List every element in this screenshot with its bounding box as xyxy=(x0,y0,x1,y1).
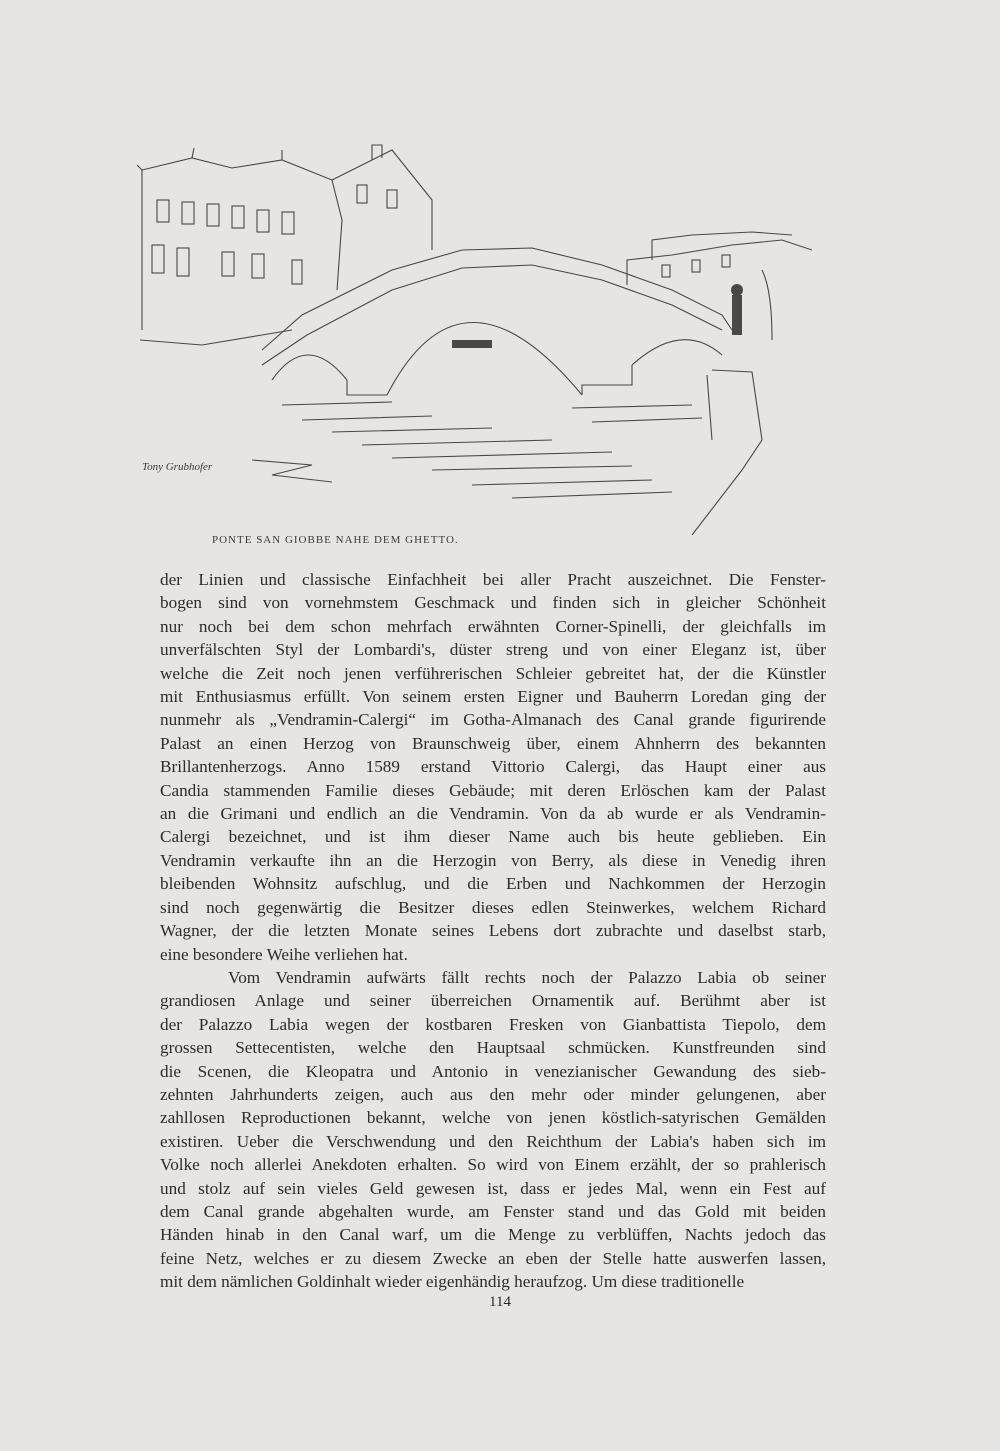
text-line: Händen hinab in den Canal warf, um die Menge zu verblüffen, Nachts jedoch das xyxy=(160,1225,826,1245)
text-line: mit dem nämlichen Goldinhalt wieder eigenhändig heraufzog. Um diese traditionelle xyxy=(160,1272,745,1292)
text-line: sind noch gegenwärtig die Besitzer dieses edlen Steinwerkes, welchem Richard xyxy=(160,897,826,917)
text-line: zehnten Jahrhunderts zeigen, auch aus den mehr oder minder gelungenen, aber xyxy=(160,1084,826,1104)
text-line: und stolz auf sein vieles Geld gewesen ist, dass er jedes Mal, wenn ein Fest auf xyxy=(160,1178,826,1198)
text-line: Volke noch allerlei Anekdoten erhalten. So wird von Einem erzählt, der so prahlerisch xyxy=(160,1155,826,1175)
bridge-illustration xyxy=(132,140,822,535)
text-line: Calergi bezeichnet, und ist ihm dieser Name auch bis heute geblieben. Ein xyxy=(160,827,826,847)
text-line: welche die Zeit noch jenen verführerischen Schleier gebreitet hat, der die Künstler xyxy=(160,663,826,683)
text-line: dem Canal grande abgehalten wurde, am Fenster stand und das Gold mit beiden xyxy=(160,1201,826,1221)
text-line: der Linien und classische Einfachheit bei aller Pracht auszeichnet. Die Fenster- xyxy=(160,570,826,589)
text-line: mit Enthusiasmus erfüllt. Von seinem ersten Eigner und Bauherrn Loredan ging der xyxy=(160,687,826,707)
artist-signature: Tony Grubhofer xyxy=(142,461,213,473)
figure-caption: PONTE SAN GIOBBE NAHE DEM GHETTO. xyxy=(212,534,459,546)
ponte-san-giobbe-drawing xyxy=(132,140,822,535)
text-line: grossen Settecentisten, welche den Hauptsaal schmücken. Kunstfreunden sind xyxy=(160,1038,826,1058)
text-line: grandiosen Anlage und seiner überreichen Ornamentik auf. Berühmt aber ist xyxy=(160,991,826,1011)
text-line: feine Netz, welches er zu diesem Zwecke an eben der Stelle hatte auswerfen lassen, xyxy=(160,1248,826,1268)
text-line: Wagner, der die letzten Monate seines Lebens dort zubrachte und daselbst starb, xyxy=(160,921,826,941)
text-line: Palast an einen Herzog von Braunschweig über, einem Ahnherrn des bekannten xyxy=(160,733,826,753)
text-line: die Scenen, die Kleopatra und Antonio in venezianischer Gewandung des sieb- xyxy=(160,1061,826,1081)
page-number: 114 xyxy=(489,1294,511,1310)
text-line: der Palazzo Labia wegen der kostbaren Fresken von Gianbattista Tiepolo, dem xyxy=(160,1014,826,1034)
body-text xyxy=(160,568,826,1294)
text-line: eine besondere Weihe verliehen hat. xyxy=(160,944,408,964)
text-line: nur noch bei dem schon mehrfach erwähnten Corner-Spinelli, der gleichfalls im xyxy=(160,616,826,636)
text-line: Vom Vendramin aufwärts fällt rechts noch der Palazzo Labia ob seiner xyxy=(228,967,826,987)
text-line: zahllosen Reproductionen bekannt, welche von jenen köstlich-satyrischen Gemälden xyxy=(160,1108,826,1128)
text-line: bogen sind von vornehmstem Geschmack und finden sich in gleicher Schönheit xyxy=(160,593,826,613)
text-line: bleibenden Wohnsitz aufschlug, und die Erben und Nachkommen der Herzogin xyxy=(160,874,826,894)
text-line: Vendramin verkaufte ihn an die Herzogin von Berry, als diese in Venedig ihren xyxy=(160,850,826,870)
text-line: existiren. Ueber die Verschwendung und den Reichthum der Labia's haben sich im xyxy=(160,1131,826,1151)
text-line: Brillantenherzogs. Anno 1589 erstand Vittorio Calergi, das Haupt einer aus xyxy=(160,757,826,777)
text-line: an die Grimani und endlich an die Vendramin. Von da ab wurde er als Vendramin- xyxy=(160,804,826,824)
text-line: nunmehr als „Vendramin-Calergi“ im Gotha-Almanach des Canal grande figurirende xyxy=(160,710,826,730)
text-line: unverfälschten Styl der Lombardi's, düster streng und von einer Eleganz ist, über xyxy=(160,640,826,660)
text-line: Candia stammenden Familie dieses Gebäude; mit deren Erlöschen kam der Palast xyxy=(160,780,826,800)
